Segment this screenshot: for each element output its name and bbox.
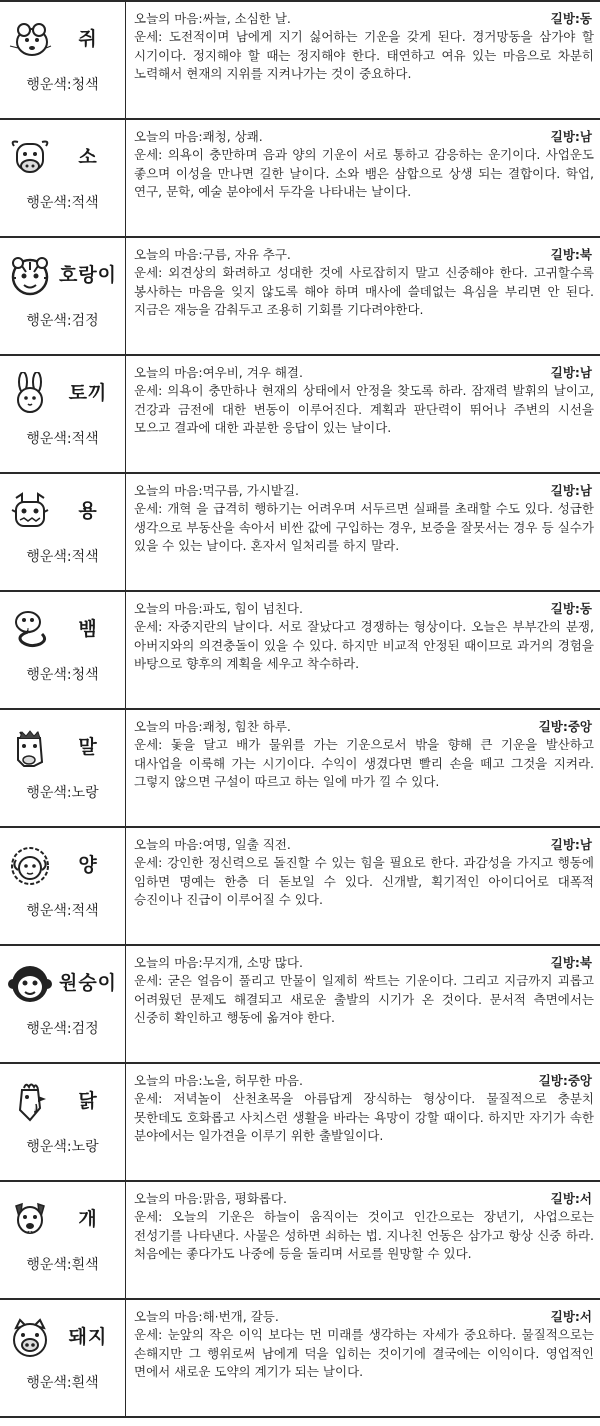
sign-info-cell [0,474,126,590]
sign-row [0,1180,600,1298]
lucky-color-value: 적색 [71,195,99,211]
fortune-label: 운세: [134,1327,168,1342]
direction-value: 동 [579,11,592,26]
mood-value: 쾌청, 상쾌. [202,129,263,144]
lucky-color-value: 노랑 [71,785,99,801]
lucky-color-label: 행운색: [26,1257,72,1273]
mood-label: 오늘의 마음: [134,1073,203,1088]
fortune-text [134,1208,594,1264]
fortune-text [134,854,594,910]
mood-value: 파도, 힘이 넘친다. [202,601,303,616]
lucky-color-label: 행운색: [26,1375,72,1391]
direction-label: 길방: [550,1191,580,1206]
direction-value: 중앙 [567,719,592,734]
lucky-color-value: 검정 [71,1021,99,1037]
mood-label: 오늘의 마음: [134,837,203,852]
direction-label: 길방: [550,11,580,26]
fortune-value: 눈앞의 작은 이익 보다는 먼 미래를 생각하는 자세가 중요하다. 물질적으로는 손해지만 그 행위로써 남에게 덕을 입히는 것이기에 결국에는 이익이다. 영업적인 면에서 새로운 도약의 계기가 되는 날이다. [134,1327,594,1379]
animal-name: 호랑이 [58,264,118,286]
lucky-direction [551,364,594,382]
animal-name: 말 [78,736,98,758]
sign-row [0,590,600,708]
lucky-direction [551,836,594,854]
dragon-icon [8,490,52,534]
fortune-label: 운세: [134,265,169,280]
fortune-cell [126,474,600,590]
direction-value: 북 [579,955,592,970]
sign-row [0,1062,600,1180]
fortune-text [134,146,594,202]
mood-value: 무지개, 소망 많다. [202,955,303,970]
lucky-direction [539,718,594,736]
fortune-cell [126,710,600,826]
lucky-direction [551,10,594,28]
sign-row [0,1298,600,1418]
sign-info-cell [0,946,126,1062]
rat-icon [8,18,52,62]
fortune-cell [126,1182,600,1298]
mood-label: 오늘의 마음: [134,11,203,26]
mood [134,1190,287,1208]
sign-row [0,826,600,944]
mood-value: 해·번개, 갈등. [202,1309,279,1324]
mood [134,836,291,854]
animal-name: 뱀 [78,618,98,640]
lucky-color-label: 행운색: [26,549,72,565]
sign-row [0,944,600,1062]
lucky-color [0,664,125,684]
direction-label: 길방: [550,601,580,616]
fortune-cell [126,828,600,944]
lucky-color [0,546,125,566]
lucky-color-label: 행운색: [26,431,72,447]
fortune-label: 운세: [134,29,169,44]
lucky-direction [551,482,594,500]
lucky-direction [551,1190,594,1208]
mood-value: 싸늘, 소심한 날. [202,11,291,26]
lucky-color-label: 행운색: [26,1021,72,1037]
mood-value: 쾌청, 힘찬 하루. [202,719,291,734]
direction-label: 길방: [550,1309,580,1324]
fortune-cell [126,1064,600,1180]
animal-name: 토끼 [68,382,108,404]
mood [134,1308,279,1326]
fortune-value: 의욕이 충만하나 현재의 상태에서 안정을 찾도록 하라. 잠재력 발휘의 날이고, 건강과 금전에 대한 변동이 이루어진다. 계획과 판단력이 뛰어나 주변의 시선을 모으고 결과에 대한 과분한 응답이 있는 날이다. [134,383,594,435]
direction-value: 남 [579,837,592,852]
lucky-color-value: 청색 [71,77,99,93]
fortune-value: 강인한 정신력으로 돌진할 수 있는 힘을 필요로 한다. 과감성을 가지고 행동에 임하면 명예는 한층 더 돋보일 수 있다. 신개발, 획기적인 아이디어로 대폭적 승진이나 진급이 이루어질 수 있다. [134,855,594,907]
mood-line [134,1190,594,1208]
fortune-text [134,618,594,674]
animal-name: 개 [78,1208,98,1230]
fortune-label: 운세: [134,1091,174,1106]
lucky-color-label: 행운색: [26,195,72,211]
fortune-value: 개혁 을 급격히 행하기는 어려우며 서두르면 실패를 초래할 수도 있다. 성급한 생각으로 부동산을 속아서 비싼 값에 구입하는 경우, 보증을 잘못서는 경우 등 실수가 있을 수 있는 날이다. 혼자서 일처리를 하지 말라. [134,501,594,553]
direction-label: 길방: [550,129,580,144]
mood-label: 오늘의 마음: [134,483,203,498]
fortune-text [134,500,594,556]
fortune-cell [126,238,600,354]
dog-icon [8,1198,52,1242]
mood-line [134,836,594,854]
monkey-icon [8,962,52,1006]
sign-info-cell [0,828,126,944]
mood-value: 구름, 자유 추구. [202,247,291,262]
fortune-cell [126,120,600,236]
mood-line [134,10,594,28]
mood-label: 오늘의 마음: [134,365,203,380]
sign-info-cell [0,120,126,236]
mood [134,1072,303,1090]
horse-icon [8,726,52,770]
mood [134,600,303,618]
lucky-color-label: 행운색: [26,313,72,329]
sign-info-cell [0,2,126,118]
animal-name: 용 [78,500,98,522]
lucky-color [0,1372,125,1392]
lucky-color-value: 적색 [71,431,99,447]
lucky-direction [551,1308,594,1326]
animal-name: 돼지 [68,1326,108,1348]
mood [134,954,303,972]
mood [134,10,291,28]
mood [134,482,299,500]
mood-label: 오늘의 마음: [134,1191,203,1206]
fortune-text [134,972,594,1028]
mood-line [134,364,594,382]
fortune-value: 도전적이며 남에게 지기 싫어하는 기운을 갖게 된다. 경거망동을 삼가야 할 시기이다. 정지해야 할 때는 정지해야 한다. 태연하고 여유 있는 마음으로 차분히 노력해서 현재의 지위를 지켜나가는 것이 중요하다. [134,29,594,81]
sign-info-cell [0,592,126,708]
tiger-icon [8,254,52,298]
direction-label: 길방: [538,719,568,734]
mood-line [134,600,594,618]
fortune-cell [126,356,600,472]
direction-value: 남 [579,129,592,144]
pig-icon [8,1316,52,1360]
mood-line [134,1308,594,1326]
fortune-value: 의욕이 충만하며 음과 양의 기운이 서로 통하고 감응하는 운기이다. 사업운도 좋으며 이성을 만나면 길한 날이다. 소와 뱀은 삼합으로 상생 되는 결합이다. 학업, 연구, 문학, 예술 분야에서 두각을 나타내는 날이다. [134,147,594,199]
sign-info-cell [0,238,126,354]
mood-line [134,1072,594,1090]
direction-value: 남 [579,365,592,380]
lucky-direction [539,1072,594,1090]
fortune-value: 저녁놀이 산천초목을 아름답게 장식하는 형상이다. 물질적으로 충분치 못한데도 호화롭고 사치스런 생활을 바라는 욕망이 강할 때이다. 하지만 자기가 속한 분야에서는 일가견을 이루기 위한 출발일이다. [134,1091,594,1143]
mood-label: 오늘의 마음: [134,955,203,970]
fortune-value: 돛을 달고 배가 물위를 가는 기운으로서 밖을 향해 큰 기운을 발산하고 대사업을 이룩해 가는 시기이다. 수익이 생겼다면 빨리 손을 떼고 그것을 지켜라. 그렇지 않으면 구설이 따르고 하는 일에 마가 낄 수 있다. [134,737,594,789]
lucky-color-value: 청색 [71,667,99,683]
sign-info-cell [0,356,126,472]
direction-value: 북 [579,247,592,262]
mood-value: 여명, 일출 직전. [202,837,291,852]
mood-line [134,128,594,146]
lucky-color-label: 행운색: [26,667,72,683]
rooster-icon [8,1080,52,1124]
lucky-color [0,192,125,212]
fortune-text [134,28,594,84]
fortune-text [134,264,594,320]
fortune-text [134,1090,594,1146]
lucky-color [0,74,125,94]
animal-name: 원숭이 [58,972,118,994]
sign-row [0,236,600,354]
mood-line [134,246,594,264]
mood [134,246,291,264]
mood-label: 오늘의 마음: [134,1309,203,1324]
mood-value: 먹구름, 가시밭길. [202,483,300,498]
sign-row [0,354,600,472]
mood-label: 오늘의 마음: [134,719,203,734]
mood-line [134,482,594,500]
direction-label: 길방: [550,365,580,380]
mood [134,128,263,146]
fortune-text [134,382,594,438]
direction-value: 중앙 [567,1073,592,1088]
mood-label: 오늘의 마음: [134,601,203,616]
fortune-cell [126,592,600,708]
fortune-text [134,736,594,792]
animal-name: 닭 [78,1090,98,1112]
fortune-cell [126,1300,600,1416]
lucky-color [0,1018,125,1038]
fortune-label: 운세: [134,973,168,988]
sign-info-cell [0,710,126,826]
lucky-color [0,1136,125,1156]
mood-line [134,718,594,736]
direction-value: 동 [579,601,592,616]
direction-label: 길방: [550,955,580,970]
sign-info-cell [0,1182,126,1298]
lucky-color-label: 행운색: [26,785,72,801]
lucky-direction [551,954,594,972]
fortune-label: 운세: [134,619,168,634]
fortune-value: 오늘의 기운은 하늘이 움직이는 것이고 인간으로는 장년기, 사업으로는 전성기를 나타낸다. 사물은 성하면 쇠하는 법. 지나친 언동은 삼가고 항상 신중 하라. 처음에는 좋다가도 나중에 등을 돌리며 서로를 원망할 수 있다. [134,1209,594,1261]
direction-label: 길방: [550,483,580,498]
lucky-color [0,900,125,920]
direction-label: 길방: [538,1073,568,1088]
direction-label: 길방: [550,247,580,262]
direction-value: 남 [579,483,592,498]
animal-name: 쥐 [78,28,98,50]
lucky-color-value: 적색 [71,549,99,565]
mood-value: 맑음, 평화롭다. [202,1191,287,1206]
ox-icon [8,136,52,180]
fortune-label: 운세: [134,737,171,752]
mood-label: 오늘의 마음: [134,129,203,144]
fortune-label: 운세: [134,855,168,870]
lucky-color-label: 행운색: [26,903,72,919]
lucky-direction [551,246,594,264]
lucky-color-value: 흰색 [71,1375,99,1391]
animal-name: 양 [78,854,98,876]
lucky-color [0,310,125,330]
sign-info-cell [0,1300,126,1416]
mood-line [134,954,594,972]
fortune-text [134,1326,594,1382]
fortune-cell [126,2,600,118]
lucky-color-value: 노랑 [71,1139,99,1155]
direction-value: 서 [579,1309,592,1324]
sheep-icon [8,844,52,888]
fortune-label: 운세: [134,147,168,162]
fortune-value: 자중지란의 날이다. 서로 잘났다고 경쟁하는 형상이다. 오늘은 부부간의 분쟁, 아버지와의 의견충돌이 있을 수 있다. 하지만 비교적 안정된 때이므로 과거의 경험을 바탕으로 향후의 계획을 세우고 착수하라. [134,619,594,671]
lucky-color [0,428,125,448]
lucky-color [0,1254,125,1274]
lucky-color [0,782,125,802]
fortune-value: 외견상의 화려하고 성대한 것에 사로잡히지 말고 신중해야 한다. 고귀할수록 봉사하는 마음을 잊지 않도록 해야 하며 매사에 쓸데없는 욕심을 부리면 안 된다. 지금은 재능을 감춰두고 조용히 기회를 기다려야한다. [134,265,594,317]
direction-value: 서 [579,1191,592,1206]
fortune-cell [126,946,600,1062]
sign-row [0,472,600,590]
mood [134,718,291,736]
sign-info-cell [0,1064,126,1180]
lucky-direction [551,128,594,146]
sign-row [0,708,600,826]
mood-label: 오늘의 마음: [134,247,203,262]
animal-name: 소 [78,146,98,168]
mood-value: 노을, 허무한 마음. [202,1073,303,1088]
rabbit-icon [8,372,52,416]
lucky-color-value: 적색 [71,903,99,919]
snake-icon [8,608,52,652]
fortune-label: 운세: [134,1209,173,1224]
lucky-color-label: 행운색: [26,77,72,93]
fortune-value: 굳은 얼음이 풀리고 만물이 일제히 싹트는 기운이다. 그리고 지금까지 괴롭고 어려웠던 문제도 해결되고 새로운 출발의 시기가 온 것이다. 문서적 측면에서는 신중히 확인하고 행동에 옮겨야 한다. [134,973,594,1025]
direction-label: 길방: [550,837,580,852]
sign-row [0,118,600,236]
sign-row [0,0,600,118]
lucky-color-value: 흰색 [71,1257,99,1273]
mood-value: 여우비, 겨우 해결. [202,365,303,380]
fortune-label: 운세: [134,383,168,398]
lucky-direction [551,600,594,618]
lucky-color-value: 검정 [71,313,99,329]
lucky-color-label: 행운색: [26,1139,72,1155]
fortune-label: 운세: [134,501,168,516]
mood [134,364,303,382]
